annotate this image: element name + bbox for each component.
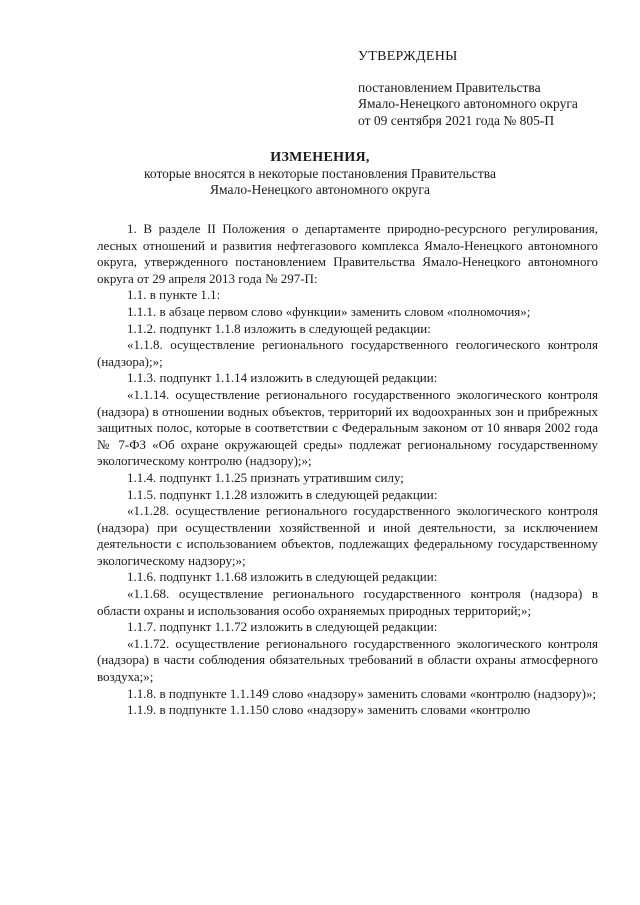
paragraph: 1. В разделе II Положения о департаменте природно-ресурсного регулирования, лесных отношений и развития нефтегазового комплекса Ямало-Ненецкого автономного округа, утвержденного постановлением Правительства Ямало-Ненецкого автономного округа от 29 апреля 2013 года № 297-П: [97, 221, 598, 286]
approval-line: от 09 сентября 2021 года № 805-П [358, 112, 555, 128]
paragraph: «1.1.72. осуществление регионального государственного экологического контроля (надзора) в части соблюдения обязательных требований в области охраны атмосферного воздуха;»; [97, 635, 598, 685]
approval-line: Ямало-Ненецкого автономного округа [358, 96, 578, 111]
document-title: ИЗМЕНЕНИЯ, [270, 150, 370, 165]
paragraph: 1.1.7. подпункт 1.1.72 изложить в следующей редакции: [127, 619, 438, 635]
paragraph: «1.1.8. осуществление регионального государственного геологического контроля (надзора);»; [97, 337, 598, 369]
paragraph: 1.1.5. подпункт 1.1.28 изложить в следующей редакции: [127, 486, 438, 502]
paragraph: «1.1.14. осуществление регионального государственного экологического контроля (надзора) в отношении водных объектов, территорий их водоохранных зон и прибрежных защитных полос, которые в соответствии с Федеральным законом от 10 января 2002 года № 7-ФЗ «Об охране окружающей среды» подлежат региональному государственному экологическому контролю (надзору);»; [97, 386, 598, 469]
paragraph: 1.1.8. в подпункте 1.1.149 слово «надзору» заменить словами «контролю (надзору)»; [127, 685, 597, 701]
paragraph: 1.1.4. подпункт 1.1.25 признать утратившим силу; [127, 469, 404, 485]
paragraph: 1.1. в пункте 1.1: [127, 287, 221, 303]
document-subtitle: Ямало-Ненецкого автономного округа [210, 182, 430, 197]
document-body [97, 221, 598, 719]
paragraph: 1.1.1. в абзаце первом слово «функции» заменить словом «полномочия»; [127, 303, 531, 319]
document-title-block [0, 150, 640, 198]
approval-heading: УТВЕРЖДЕНЫ [358, 49, 458, 64]
document-subtitle: которые вносятся в некоторые постановления Правительства [144, 166, 496, 181]
paragraph: 1.1.9. в подпункте 1.1.150 слово «надзору» заменить словами «контролю [127, 702, 531, 718]
approval-line: постановлением Правительства [358, 79, 541, 95]
paragraph: «1.1.68. осуществление регионального государственного контроля (надзора) в области охраны и использования особо охраняемых природных территорий;»; [97, 586, 598, 618]
approval-block [358, 49, 578, 129]
paragraph: «1.1.28. осуществление регионального государственного экологического контроля (надзора) при осуществлении хозяйственной и иной деятельности, за исключением деятельности с использованием объектов, подлежащих федеральному государственному экологическому надзору;»; [97, 503, 598, 568]
paragraph: 1.1.3. подпункт 1.1.14 изложить в следующей редакции: [127, 370, 438, 386]
paragraph: 1.1.2. подпункт 1.1.8 изложить в следующей редакции: [127, 320, 431, 336]
paragraph: 1.1.6. подпункт 1.1.68 изложить в следующей редакции: [127, 569, 438, 585]
